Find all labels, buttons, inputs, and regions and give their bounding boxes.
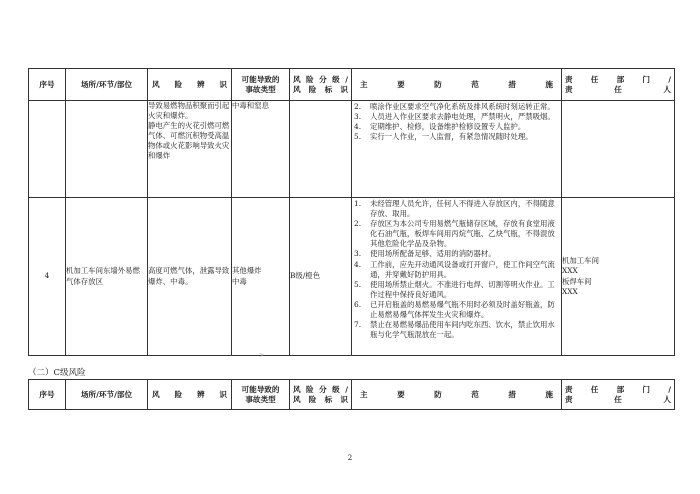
row-place	[66, 101, 148, 198]
row-accident: 中毒和窒息	[232, 101, 290, 198]
row-measures	[352, 198, 562, 356]
row-accident: 其他爆炸 中毒	[232, 198, 290, 356]
row-responsible: 机加工车间 XXX 板焊车间 XXX	[562, 198, 675, 356]
list-item: 5. 实行一人作业，一人监督，有紧急情况随时处理。	[354, 132, 533, 142]
list-item: 1. 未经管理人员允许，任何人不得进入存放区内，不得随意存放、取用。	[354, 199, 555, 219]
table-row	[29, 101, 675, 198]
col-no: 序号	[29, 380, 66, 410]
risk-table-b	[28, 68, 675, 356]
list-item: 3. 人员进入作业区要求去静电处理，严禁明火，严禁吸烟。	[354, 112, 555, 122]
row-level	[290, 101, 352, 198]
col-risk-id: 风 险 辨 识	[148, 69, 232, 101]
list-item: 6. 已开启瓶盖的易燃易爆气瓶不用时必须及时盖好瓶盖，防止易燃易爆气体挥发生火灾和爆炸。	[354, 299, 555, 320]
row-risk: 高度可燃气体，泄露导致爆炸、中毒。	[148, 198, 232, 356]
list-item: 5. 使用场所禁止烟火。不准进行电焊、切割等明火作业。工作过程中保持良好通风。	[354, 279, 555, 299]
row-measures	[352, 101, 562, 198]
list-item: 7. 禁止在易燃易爆品使用车间内吃东西、饮水，禁止饮用水瓶与化学气瓶混放在一起。	[354, 320, 555, 340]
col-accident: 可能导致的 事故类型	[232, 380, 290, 410]
col-measures: 主 要 防 范 措 施	[352, 380, 562, 410]
col-risk-id: 风 险 辨 识	[148, 380, 232, 410]
col-place: 场所/环节/部位	[66, 380, 148, 410]
header-row	[29, 69, 675, 101]
row-level: B级/橙色	[290, 198, 352, 356]
table-row	[29, 198, 675, 356]
list-item: 4. 工作前，应先开动通风设备或打开窗户，使工作间空气流通，并穿戴好防护用具。	[354, 259, 555, 279]
col-level: 风 险 分 级 / 风 险 标 识	[290, 69, 352, 101]
list-item: 2. 喷涂作业区要求空气净化系统及排风系统时刻运转正常。	[354, 102, 555, 111]
list-item: 2. 存放区为本公司专用易燃气瓶储存区域，存放有食堂用液化石油气瓶，板焊车间用丙烷气瓶、乙炔气瓶，不得混放其他危险化学品及杂物。	[354, 219, 555, 249]
row-no	[29, 101, 66, 198]
list-item: 4. 定期维护、检修，设备维护检修设置专人监护。	[354, 122, 526, 132]
risk-table-c	[28, 379, 675, 410]
header-row	[29, 380, 675, 410]
col-level: 风 险 分 级 / 风 险 标 识	[290, 380, 352, 410]
col-no: 序号	[29, 69, 66, 101]
col-accident: 可能导致的 事故类型	[232, 69, 290, 101]
row-responsible	[562, 101, 675, 198]
stray-mark: >	[259, 352, 265, 359]
section-title: （二）C级风险	[28, 368, 86, 378]
col-place: 场所/环节/部位	[66, 69, 148, 101]
page-number: 2	[347, 454, 353, 462]
list-item: 3. 使用场所配备足够、适用的消防器材。	[354, 249, 496, 259]
col-measures: 主 要 防 范 措 施	[352, 69, 562, 101]
row-no: 4	[29, 198, 66, 356]
col-responsible: 责 任 部 门 / 责 任 人	[562, 69, 675, 101]
row-risk: 导致易燃物品积聚而引起火灾和爆炸。 静电产生的火花引燃可燃气体、可燃沉积物受高温物体或火花影响导致火灾和爆炸	[148, 101, 232, 198]
row-place: 机加工车间东墙外易燃气体存放区	[66, 198, 148, 356]
measures-list	[352, 198, 561, 341]
col-responsible: 责 任 部 门 / 责 任 人	[562, 380, 675, 410]
measures-list	[352, 101, 561, 143]
